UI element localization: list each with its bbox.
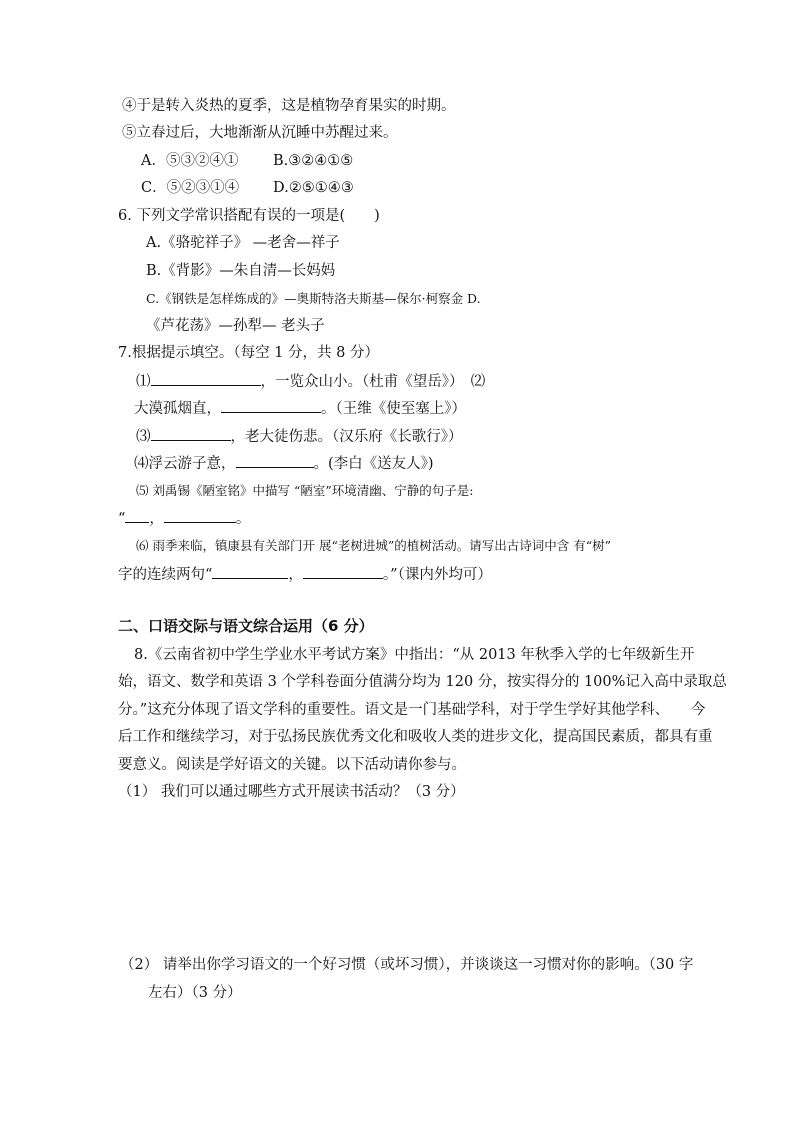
q8-para-line-5: 要意义。阅读是学好语文的关键。以下活动请你参与。 xyxy=(118,757,466,773)
q7-item-5-answer xyxy=(118,508,250,529)
answer-blank[interactable] xyxy=(303,564,383,579)
answer-blank[interactable] xyxy=(236,453,314,468)
answer-area-1[interactable] xyxy=(118,810,678,940)
q7-item-2 xyxy=(134,398,466,419)
q7-item-3 xyxy=(136,426,463,447)
q5-sentence-5: ⑤立春过后，大地渐渐从沉睡中苏醒过来。 xyxy=(122,125,398,141)
q8-sub-question-1: （1） 我们可以通过哪些方式开展读书活动？（3 分） xyxy=(118,784,465,800)
section-2-title: 二、口语交际与语文综合运用（6 分） xyxy=(118,617,374,635)
answer-blank[interactable] xyxy=(151,426,231,441)
q5-option-a: A．⑤③②④① xyxy=(141,153,239,169)
q7-item-3-num: ⑶ xyxy=(136,429,151,445)
q6-option-c: C.《钢铁是怎样炼成的》—奥斯特洛夫斯基—保尔·柯察金 D. xyxy=(146,291,481,306)
q7-item-4-tail: 。(李白《送友人》) xyxy=(313,456,434,472)
q6-option-a: A.《骆驼祥子》 —老舍—祥子 xyxy=(146,235,340,251)
q7-item-5-stem: ⑸ 刘禹锡《陋室铭》中描写 “陋室”环境清幽、宁静的句子是: xyxy=(136,483,474,498)
q7-item-3-tail: ，老大徒伤悲。（汉乐府《长歌行》） xyxy=(230,429,463,445)
q6-option-d: 《芦花荡》—孙犁— 老头子 xyxy=(146,318,325,334)
q5-sentence-4: ④于是转入炎热的夏季，这是植物孕育果实的时期。 xyxy=(122,98,456,114)
q7-item-6-stem: ⑹ 雨季来临，镇康县有关部门开 展“老树进城”的植树活动。请写出古诗词中含 有“树” xyxy=(136,538,611,553)
q8-para-line-4: 后工作和继续学习，对于弘扬民族优秀文化和吸收人类的进步文化，提高国民素质，都具有重 xyxy=(118,729,713,745)
q7-item-2-head: 大漠孤烟直， xyxy=(134,401,221,417)
q7-item-4 xyxy=(134,453,434,474)
q7-item-4-head: ⑷浮云游子意， xyxy=(134,456,236,472)
q6-stem: 6. 下列文学常识搭配有误的一项是( ) xyxy=(118,208,380,224)
q8-para-line-2: 始，语文、数学和英语 3 个学科卷面分值满分均为 120 分，按实得分的 100%记入高中录取总 xyxy=(118,674,727,690)
q8-para-line-1: 8.《云南省初中学生学业水平考试方案》中指出：“从 2013 年秋季入学的七年级新生开 xyxy=(134,647,695,663)
q5-option-d: D.②⑤①④③ xyxy=(273,180,354,196)
q5-option-c: C．⑤②③①④ xyxy=(141,180,240,196)
answer-blank[interactable] xyxy=(151,371,261,386)
quote-open: “ xyxy=(118,511,126,527)
q7-stem: 7.根据提示填空。（每空 1 分，共 8 分） xyxy=(118,345,379,361)
comma: ， xyxy=(149,511,164,527)
q7-item-1-text: ，一览众山小。（杜甫《望岳》） ⑵ xyxy=(260,374,486,390)
q6-option-b: B.《背影》—朱自清—长妈妈 xyxy=(146,263,336,279)
q7-item-6-tail: 。”（课内外均可） xyxy=(382,567,492,583)
q8-sub-question-2: （2） 请举出你学习语文的一个好习惯（或坏习惯），并谈谈这一习惯对你的影响。（30 字 xyxy=(120,957,694,973)
answer-blank[interactable] xyxy=(212,564,288,579)
answer-blank[interactable] xyxy=(221,398,321,413)
comma: ， xyxy=(288,567,303,583)
q7-item-2-tail: 。（王维《使至塞上》） xyxy=(321,401,466,417)
q5-option-b: B.③②④①⑤ xyxy=(273,153,354,169)
answer-blank[interactable] xyxy=(125,508,149,523)
q7-item-1-num: ⑴ xyxy=(136,374,151,390)
q8-sub-question-2-cont: 左右）（3 分） xyxy=(148,985,242,1001)
period: 。 xyxy=(235,511,251,527)
q8-para-line-3: 分。”这充分体现了语文学科的重要性。语文是一门基础学科，对于学生学好其他学科、 今 xyxy=(118,702,706,718)
answer-blank[interactable] xyxy=(164,508,236,523)
q7-item-6-head: 字的连续两句“ xyxy=(118,567,213,583)
q7-item-1 xyxy=(136,371,485,392)
q7-item-6-answer xyxy=(118,564,492,585)
